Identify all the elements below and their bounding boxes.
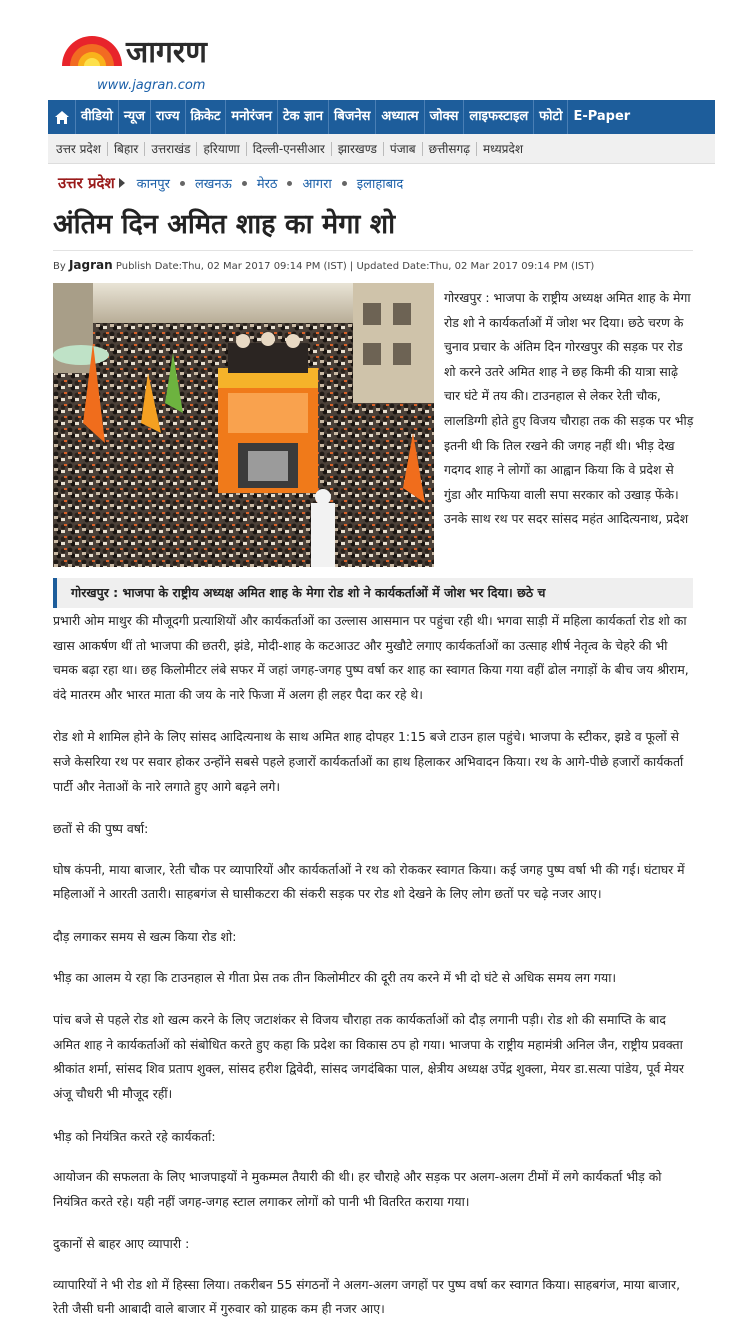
nav-item-lifestyle[interactable]: लाइफस्टाइल [464,100,534,134]
article-subheading: छतों से की पुष्प वर्षा: [53,821,149,837]
state-subnav [48,134,715,164]
subnav-item-bihar[interactable]: बिहार [108,142,145,156]
bullet-icon [287,181,292,186]
subnav-item-mp[interactable]: मध्यप्रदेश [483,141,524,156]
nav-item-news[interactable]: न्यूज [119,100,151,134]
subnav-item-delhi-ncr[interactable]: दिल्ली-एनसीआर [247,142,332,156]
nav-item-tech[interactable]: टेक ज्ञान [278,100,329,134]
nav-item-jokes[interactable]: जोक्स [425,100,465,134]
article-paragraph: आयोजन की सफलता के लिए भाजपाइयों ने मुकम्मल तैयारी की थी। हर चौराहे और सड़क पर अलग-अलग टीमों में लगे कार्यकर्ता भीड़ को नियंत्रित करते रहे। यही नहीं जगह-जगह स्टाल लगाकर लोगों को पानी भी वितरित कराया गया। [53,1169,662,1209]
article-subheading: दुकानों से बाहर आए व्यापारी : [53,1236,190,1252]
subnav-item-chhattisgarh[interactable]: छत्तीसगढ़ [423,142,477,156]
title-divider [53,250,693,251]
subnav-item-punjab[interactable]: पंजाब [384,142,423,156]
city-link[interactable]: इलाहाबाद [356,177,404,192]
bullet-icon [180,181,185,186]
author-name[interactable]: Jagran [68,258,113,272]
article-paragraph: रोड शो मे शामिल होने के लिए सांसद आदित्यनाथ के साथ अमित शाह दोपहर 1:15 बजे टाउन हाल पहुंचे। भाजपा के स्टीकर, झडे व फूलों से सजे केसरिया रथ पर सवार होकर उन्होंने सबसे पहले हजारों कार्यकर्ताओं का हाथ हिलाकर अभिवादन किया। रथ के आगे-पीछे हजारों कार्यकर्ता पार्टी और नेताओं के नारे लगाते हुए आगे बढ़ने लगे। [53,729,684,794]
article-byline [53,258,693,274]
updated-date: Updated Date:Thu, 02 Mar 2017 09:14 PM (IST) [356,261,595,272]
city-link[interactable]: लखनऊ [194,177,232,192]
city-link[interactable]: मेरठ [256,177,278,192]
article-paragraph: भीड़ का आलम ये रहा कि टाउनहाल से गीता प्रेस तक तीन किलोमीटर की दूरी तय करने में भी दो घंटे से अधिक समय लग गया। [53,969,617,985]
breadcrumb [48,170,698,196]
nav-home[interactable] [48,100,76,134]
article-paragraph: प्रभारी ओम माथुर की मौजूदगी प्रत्याशियों और कार्यकर्ताओं का उल्लास आसमान पर पहुंचा रही थी। भगवा साड़ी में महिला कार्यकर्ता रोड शो का खास आकर्षण थीं तो भाजपा की छतरी, झंडे, मोदी-शाह के कटआउट और मुखौटे लगाए कार्यकर्ताओं का उत्साह शीर्ष नेतृत्व के चेहरे की भी चमक बढ़ा रहा था। छह किलोमीटर लंबे सफर में जहां जगह-जगह पुष्प वर्षा कर शाह का स्वागत किया गया वहीं ढोल नगाड़ों के बीच जय श्रीराम, वंदे मातरम और भारत माता की जय के नारे फिजा में अलग ही लहर पैदा कर रहे थे। [53,613,689,702]
article-title: अंतिम दिन अमित शाह का मेगा शो [53,209,396,240]
city-link[interactable]: आगरा [302,177,332,192]
subnav-item-uttarakhand[interactable]: उत्तराखंड [145,142,197,156]
article-lead: गोरखपुर : भाजपा के राष्ट्रीय अध्यक्ष अमित शाह के मेगा रोड शो ने कार्यकर्ताओं में जोश भर दिया। छठे चरण के चुनाव प्रचार के अंतिम दिन गोरखपुर की सड़क पर रोड शो करने उतरे अमित शाह ने छह किमी की यात्रा साढ़े चार घंटे में तय की। टाउनहाल से लेकर रेती चौक, लालडिग्गी होते हुए विजय चौराहा तक की सड़क पर भीड़ इतनी थी कि तिल रखने की जगह नहीं थी। भीड़ देख गदगद शाह ने लोगों का आह्वान किया कि वे प्रदेश से गुंडा और माफिया वाली सपा सरकार को उखाड़ फेंके। उनके साथ रथ पर सदर सांसद महंत आदित्यनाथ, प्रदेश [444,290,694,527]
nav-item-entertainment[interactable]: मनोरंजन [226,100,278,134]
jagran-logo[interactable] [60,28,250,74]
publish-date: Publish Date:Thu, 02 Mar 2017 09:14 PM (IST) [115,261,347,272]
nav-item-states[interactable]: राज्य [151,100,186,134]
subnav-item-up[interactable]: उत्तर प्रदेश [50,142,108,156]
article-body [53,609,693,1340]
article-summary: गोरखपुर : भाजपा के राष्ट्रीय अध्यक्ष अमित शाह के मेगा रोड शो ने कार्यकर्ताओं में जोश भर दिया। छठे च [53,578,693,608]
city-link[interactable]: कानपुर [136,177,170,192]
nav-item-spirituality[interactable]: अध्यात्म [376,100,424,134]
by-label: By [53,261,66,272]
article-subheading: दौड़ लगाकर समय से खत्म किया रोड शो: [53,928,237,944]
article-paragraph: घोष कंपनी, माया बाजार, रेती चौक पर व्यापारियों और कार्यकर्ताओं ने रथ को रोककर स्वागत किया। कई जगह पुष्प वर्षा भी की गई। घंटाघर में महिलाओं ने आरती उतारी। साहबगंज से घासीकटरा की संकरी सड़क पर रोड शो देखने के लिए लोग छतों पर चढ़े नजर आए। [53,861,685,902]
nav-item-cricket[interactable]: क्रिकेट [186,100,227,134]
section-title[interactable]: उत्तर प्रदेश [58,174,115,192]
article-photo[interactable] [53,283,434,567]
subnav-item-jharkhand[interactable]: झारखण्ड [332,142,384,156]
site-header [0,0,750,100]
road-show-photo [53,283,434,567]
nav-item-photo[interactable]: फोटो [534,100,568,134]
article-subheading: भीड़ को नियंत्रित करते रहे कार्यकर्ता: [53,1128,216,1144]
bullet-icon [242,181,247,186]
article-paragraph: पांच बजे से पहले रोड शो खत्म करने के लिए जटाशंकर से विजय चौराहा तक कार्यकर्ताओं को दौड़ लगानी पड़ी। रोड शो की समाप्ति के बाद अमित शाह ने कार्यकर्ताओं को संबोधित करते हुए कहा कि प्रदेश का विकास ठप हो गया। भाजपा के राष्ट्रीय महामंत्री अनिल जैन, राष्ट्रीय प्रवक्ता श्रीकांत शर्मा, सांसद शिव प्रताप शुक्ल, सांसद हरीश द्विवेदी, सांसद जगदंबिका पाल, क्षेत्रीय अध्यक्ष उपेंद्र शुक्ला, मेयर डा.सत्या पांडेय, पूर्व मेयर अंजू चौधरी भी मौजूद रहीं। [53,1012,684,1101]
subnav-item-haryana[interactable]: हरियाणा [197,142,246,156]
nav-item-video[interactable]: वीडियो [76,100,119,134]
site-url[interactable]: www.jagran.com [97,78,206,93]
home-icon [54,110,70,125]
bullet-icon [342,181,347,186]
nav-item-epaper[interactable]: E-Paper [573,109,631,124]
svg-text:जागरण: जागरण [126,35,207,70]
chevron-right-icon [119,178,125,188]
nav-item-business[interactable]: बिजनेस [329,100,376,134]
main-nav [48,100,715,134]
article-paragraph: व्यापारियों ने भी रोड शो में हिस्सा लिया। तकरीबन 55 संगठनों ने अलग-अलग जगहों पर पुष्प वर्षा कर स्वागत किया। साहबगंज, माया बाजार, रेती जैसी घनी आबादी वाले बाजार में गुरुवार को ग्राहक कम ही नजर आए। [53,1276,681,1317]
date-separator: | [349,261,354,272]
